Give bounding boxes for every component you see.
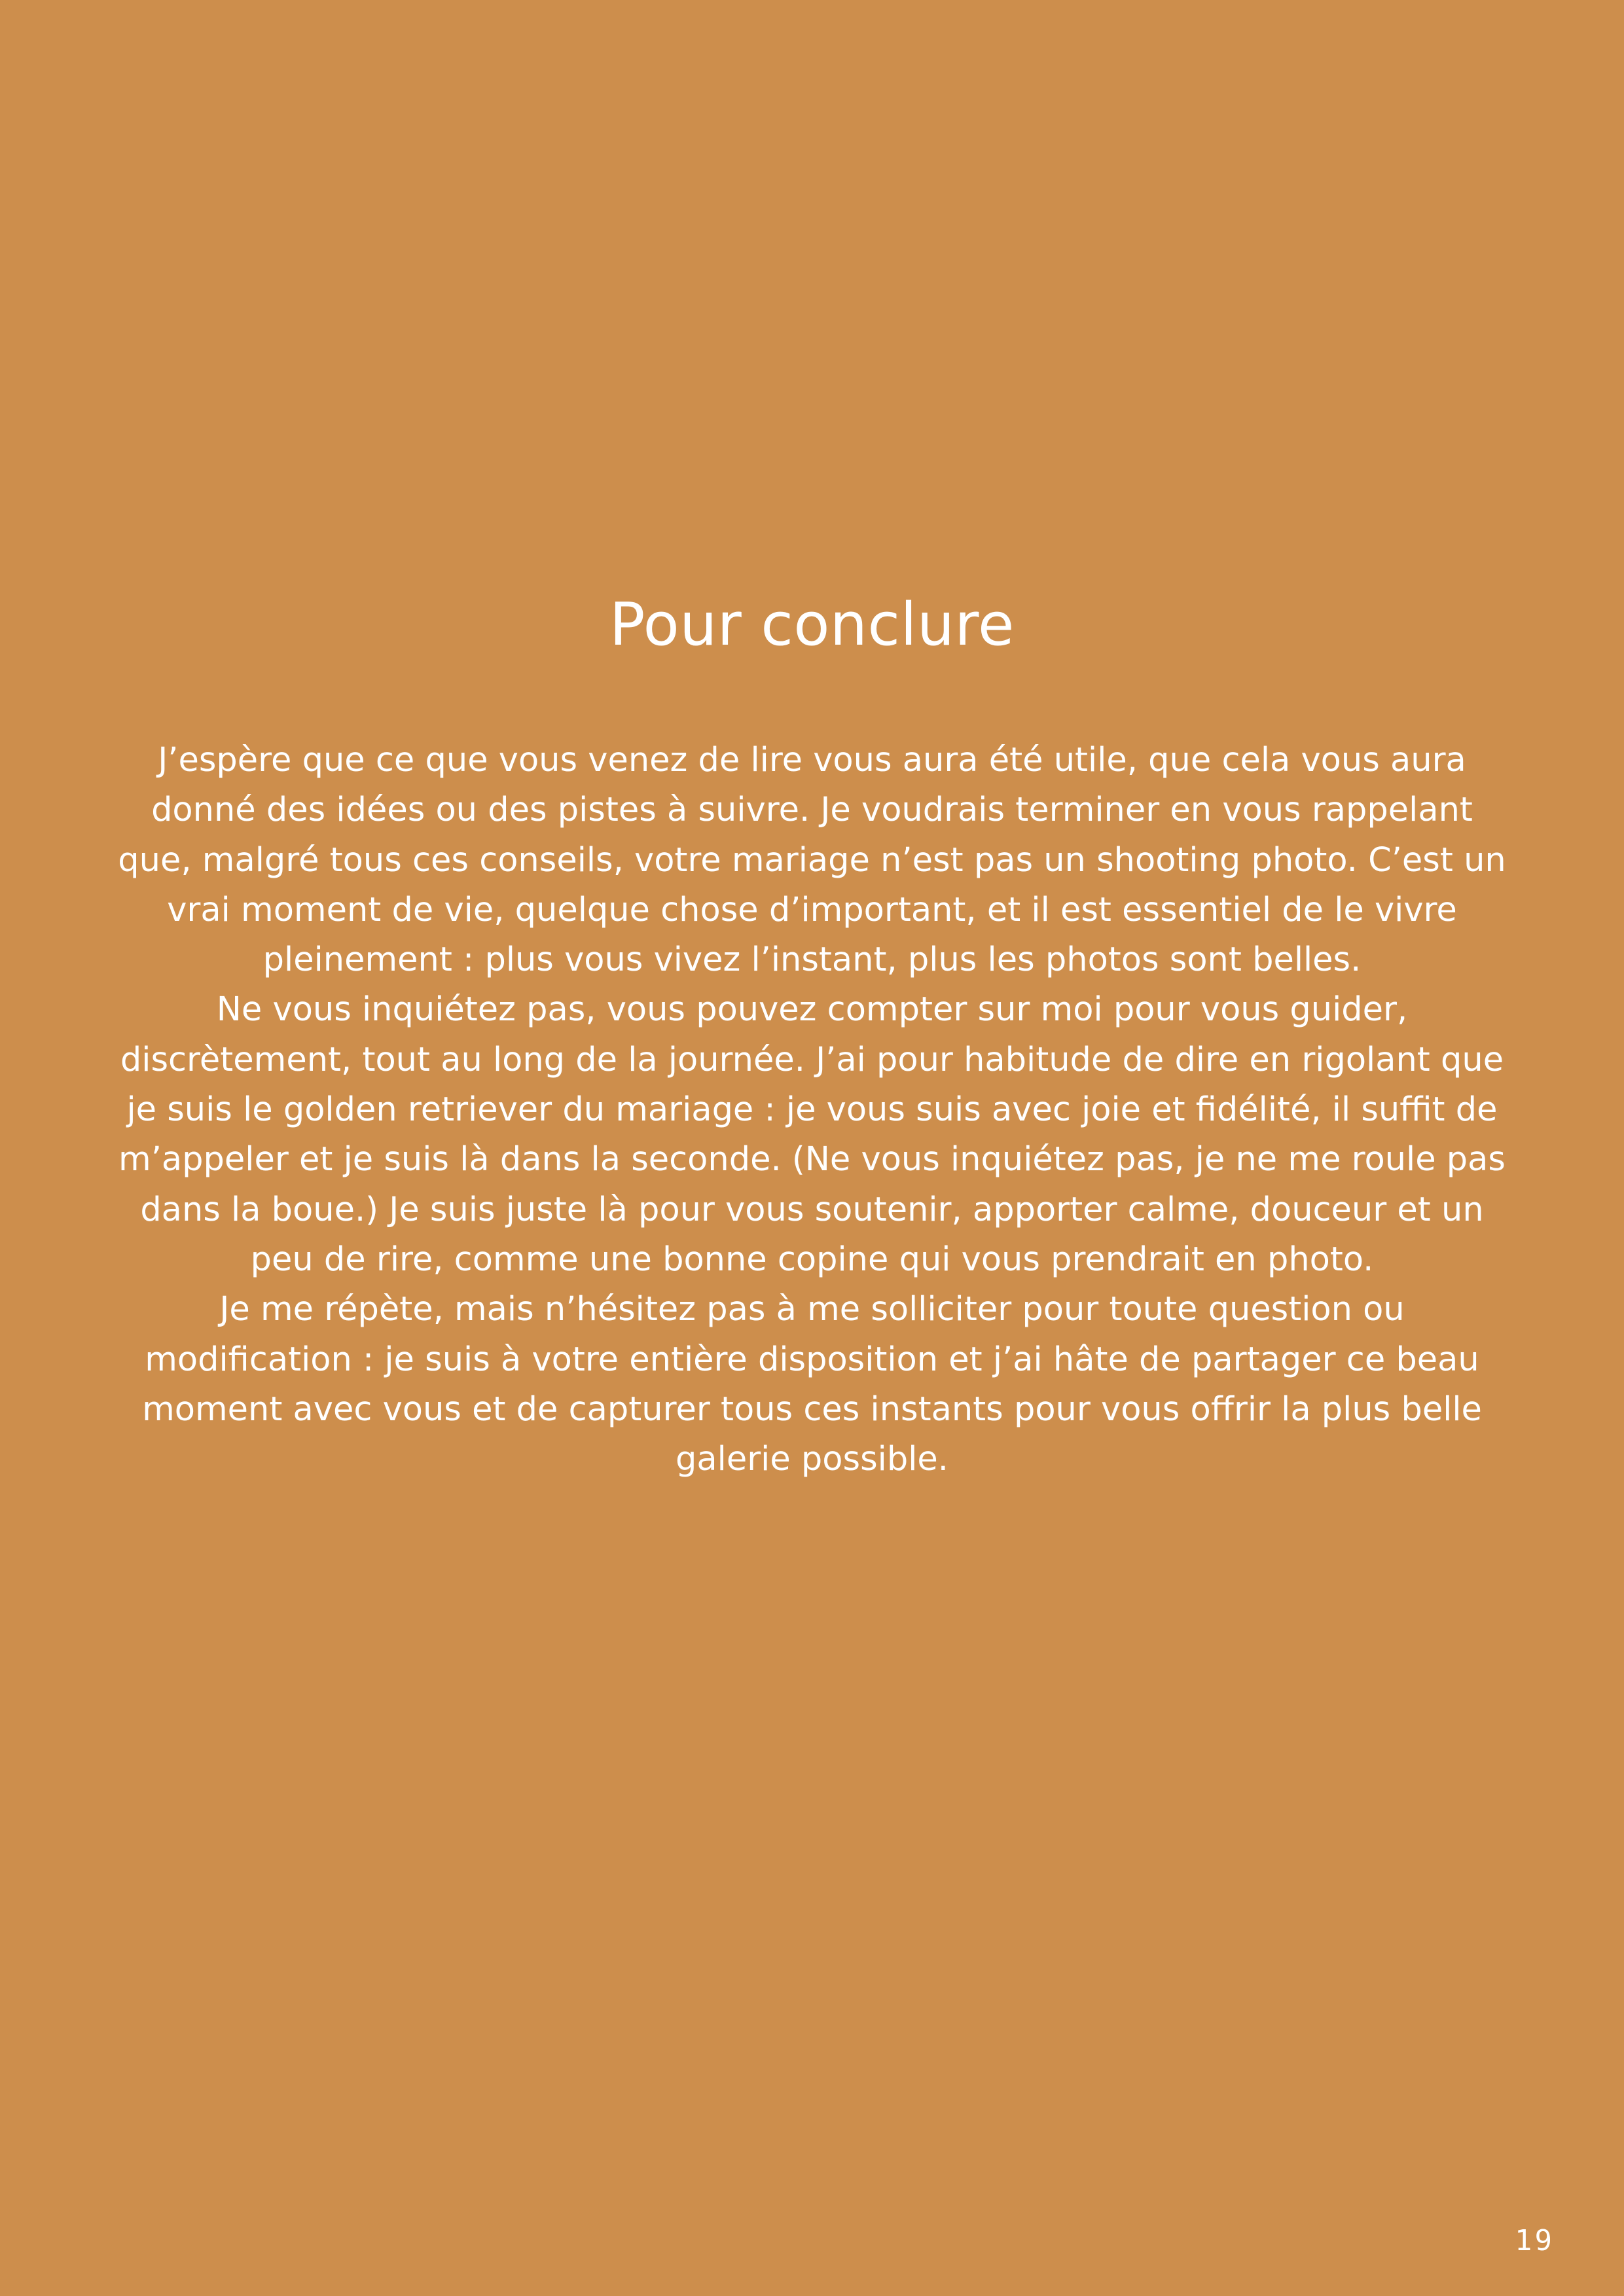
paragraph-2: Ne vous inquiétez pas, vous pouvez compter sur moi pour vous guider, discrètement, tout au long de la journée. J’ai pour habitude de dire en rigolant que je suis le golden retriever du mariage : je vous suis avec joie et fidélité, il suffit de m’appeler et je suis là dans la seconde. (Ne vous inquiétez pas, je ne me roule pas dans la boue.) Je suis juste là pour vous soutenir, apporter calme, douceur et un peu de rire, comme une bonne copine qui vous prendrait en photo.	[118, 990, 1506, 1279]
page-title: Pour conclure	[609, 590, 1015, 659]
body-text	[111, 736, 1513, 1484]
paragraph-3: Je me répète, mais n’hésitez pas à me solliciter pour toute question ou modification : je suis à votre entière disposition et j’ai hâte de partager ce beau moment avec vous et de capturer tous ces instants pour vous offrir la plus belle galerie possible.	[142, 1290, 1482, 1479]
paragraph-1: J’espère que ce que vous venez de lire vous aura été utile, que cela vous aura donné des idées ou des pistes à suivre. Je voudrais terminer en vous rappelant que, malgré tous ces conseils, votre mariage n’est pas un shooting photo. C’est un vrai moment de vie, quelque chose d’important, et il est essentiel de le vivre pleinement : plus vous vivez l’instant, plus les photos sont belles.	[118, 741, 1506, 980]
page-number: 19	[1515, 2224, 1555, 2257]
